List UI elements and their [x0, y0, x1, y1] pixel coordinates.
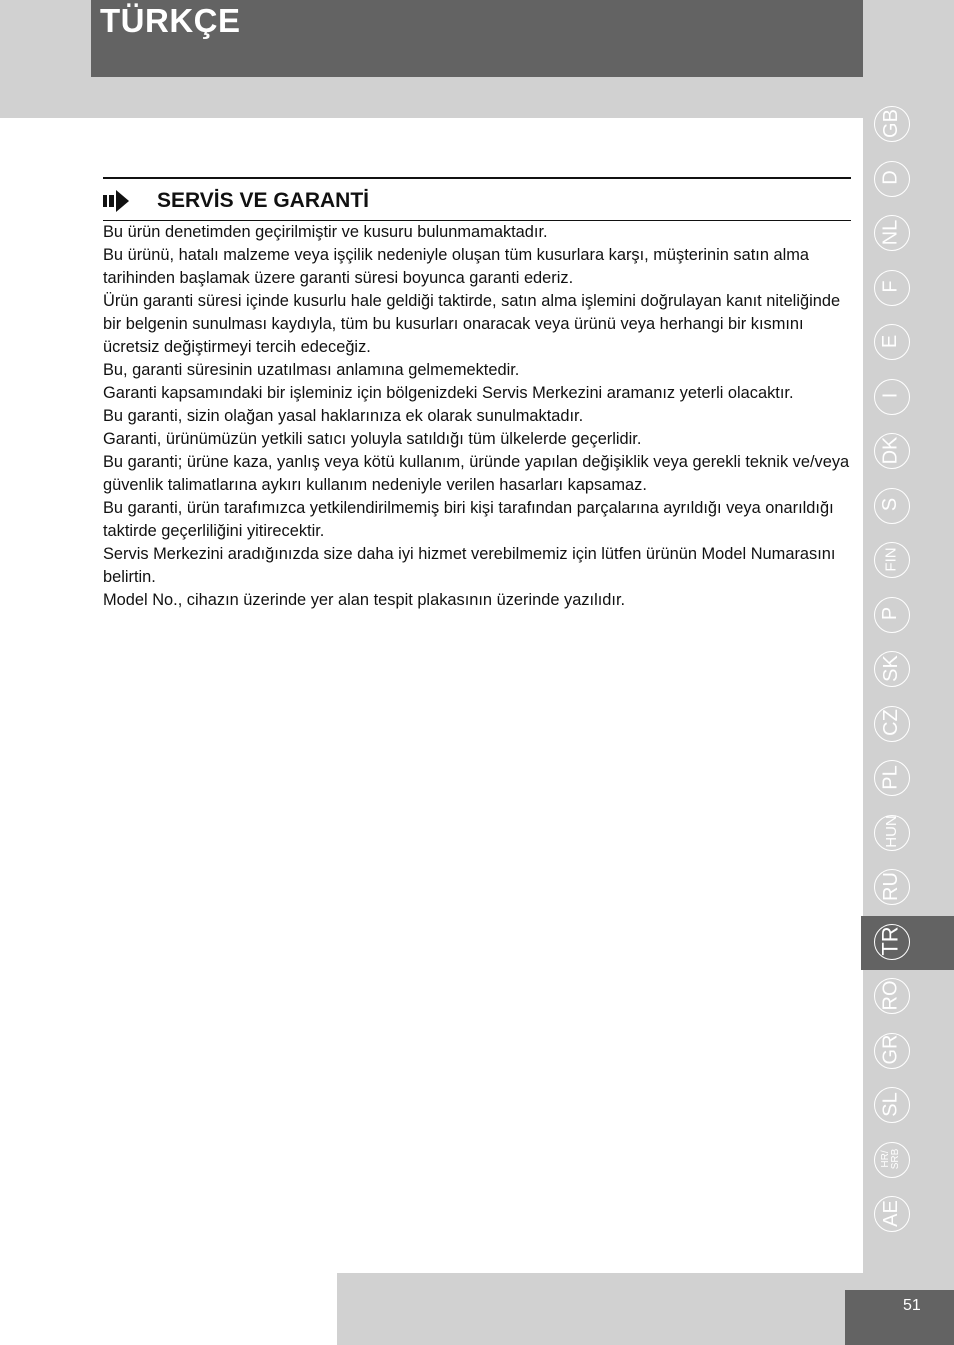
header-bar: [91, 0, 863, 77]
language-code: GR: [879, 1034, 902, 1065]
language-code: PL: [879, 764, 902, 790]
language-code: I: [879, 392, 902, 399]
paragraph: Bu garanti; ürüne kaza, yanlış veya kötü kullanım, üründe yapılan değişiklik veya gerekli teknik ve/veya güvenlik talimatlarına aykırı kullanım nedeniyle verilen hasarları kapsamaz.: [103, 453, 850, 494]
language-code: TR: [877, 925, 903, 956]
language-code: S: [879, 497, 902, 512]
page-number: 51: [903, 1297, 921, 1314]
language-tab-p[interactable]: [861, 589, 954, 644]
language-badge: [874, 706, 912, 744]
language-code: E: [879, 334, 902, 348]
paragraph: Bu, garanti süresinin uzatılması anlamına gelmemektedir.: [103, 361, 520, 379]
language-badge: [874, 1033, 912, 1071]
language-badge: [874, 488, 912, 526]
language-code: CZ: [879, 709, 902, 736]
language-tab-e[interactable]: [861, 316, 954, 371]
language-badge: [874, 597, 912, 635]
language-tab-cz[interactable]: [861, 698, 954, 753]
arrow-right-icon: [103, 190, 129, 212]
language-tab-i[interactable]: [861, 371, 954, 426]
paragraph: Bu garanti, ürün tarafımızca yetkilendirilmemiş biri kişi tarafından parçalarına ayrıldığı veya onarıldığı taktirde geçerliliğini yitirecektir.: [103, 499, 834, 540]
language-tab-ro[interactable]: [861, 970, 954, 1025]
language-tab-s[interactable]: [861, 480, 954, 535]
language-tab-nl[interactable]: [861, 207, 954, 262]
paragraph: Servis Merkezini aradığınızda size daha iyi hizmet verebilmemiz için lütfen ürünün Model Numarasını belirtin.: [103, 545, 836, 586]
paragraph: Bu ürün denetimden geçirilmiştir ve kusuru bulunmamaktadır.: [103, 223, 548, 241]
language-badge: [874, 215, 912, 253]
language-badge: [874, 869, 912, 907]
language-badge: [874, 651, 912, 689]
language-code: NL: [879, 219, 902, 245]
language-code: HUN: [882, 815, 900, 848]
language-badge: [874, 542, 912, 580]
language-badge: [874, 760, 912, 798]
page-title: TÜRKÇE: [100, 2, 241, 39]
language-badge: [874, 978, 912, 1016]
paragraph: Bu garanti, sizin olağan yasal haklarınıza ek olarak sunulmaktadır.: [103, 407, 584, 425]
language-badge: [874, 433, 912, 471]
language-code: F: [879, 280, 902, 293]
language-code: HR/ SRB: [880, 1148, 901, 1169]
language-tab-f[interactable]: [861, 262, 954, 317]
body-text: [103, 221, 857, 612]
language-code: SL: [879, 1091, 902, 1117]
language-code: GB: [879, 108, 902, 138]
language-badge: [874, 1196, 912, 1234]
language-badge: [874, 161, 912, 199]
paragraph: Garanti kapsamındaki bir işleminiz için bölgenizdeki Servis Merkezini aramanız yeterli olacaktır.: [103, 384, 794, 402]
language-badge: [874, 379, 912, 417]
language-badge: [874, 1087, 912, 1125]
language-tab-pl[interactable]: [861, 752, 954, 807]
paragraph: Ürün garanti süresi içinde kusurlu hale geldiği taktirde, satın alma işlemini doğrulayan kanıt niteliğinde bir belgenin sunulması kaydıyla, tüm bu kusurları onaracak veya ürünü veya herhangi bir kısmını ücretsiz değiştirmeyi tercih edeceğiz.: [103, 292, 841, 356]
paragraph: Garanti, ürünümüzün yetkili satıcı yoluyla satıldığı tüm ülkelerde geçerlidir.: [103, 430, 642, 448]
language-tab-dk[interactable]: [861, 425, 954, 480]
language-badge: [874, 924, 912, 962]
language-tab-d[interactable]: [861, 153, 954, 208]
language-tab-sl[interactable]: [861, 1079, 954, 1134]
section-header: [103, 186, 369, 216]
language-badge: [874, 106, 912, 144]
language-code: P: [879, 606, 902, 621]
language-tab-gb[interactable]: [861, 98, 954, 153]
language-tab-tr[interactable]: [861, 916, 954, 971]
language-badge: [874, 270, 912, 308]
language-code: AE: [879, 1199, 902, 1227]
language-tab-fin[interactable]: [861, 534, 954, 589]
paragraph: Model No., cihazın üzerinde yer alan tespit plakasının üzerinde yazılıdır.: [103, 591, 626, 609]
section-divider-top: [103, 177, 851, 179]
language-tab-hr-srb[interactable]: [861, 1134, 954, 1189]
language-code: DK: [879, 436, 902, 464]
language-code: D: [879, 170, 902, 185]
language-tab-ru[interactable]: [861, 861, 954, 916]
language-badge: [874, 1142, 912, 1180]
language-tabs: [861, 98, 954, 1243]
language-tab-ae[interactable]: [861, 1188, 954, 1243]
language-tab-gr[interactable]: [861, 1025, 954, 1080]
bottom-panel: [0, 1273, 337, 1345]
language-tab-hun[interactable]: [861, 807, 954, 862]
language-code: SK: [879, 654, 902, 682]
language-code: FIN: [882, 546, 900, 572]
page-number-box: [845, 1290, 954, 1345]
language-badge: [874, 815, 912, 853]
language-code: RU: [879, 871, 902, 901]
section-title: SERVİS VE GARANTİ: [157, 189, 369, 212]
language-code: RO: [879, 980, 902, 1010]
language-tab-sk[interactable]: [861, 643, 954, 698]
language-badge: [874, 324, 912, 362]
paragraph: Bu ürünü, hatalı malzeme veya işçilik nedeniyle oluşan tüm kusurlara karşı, müşterinin satın alma tarihinden başlamak üzere garanti süresi boyunca garanti ederiz.: [103, 246, 810, 287]
